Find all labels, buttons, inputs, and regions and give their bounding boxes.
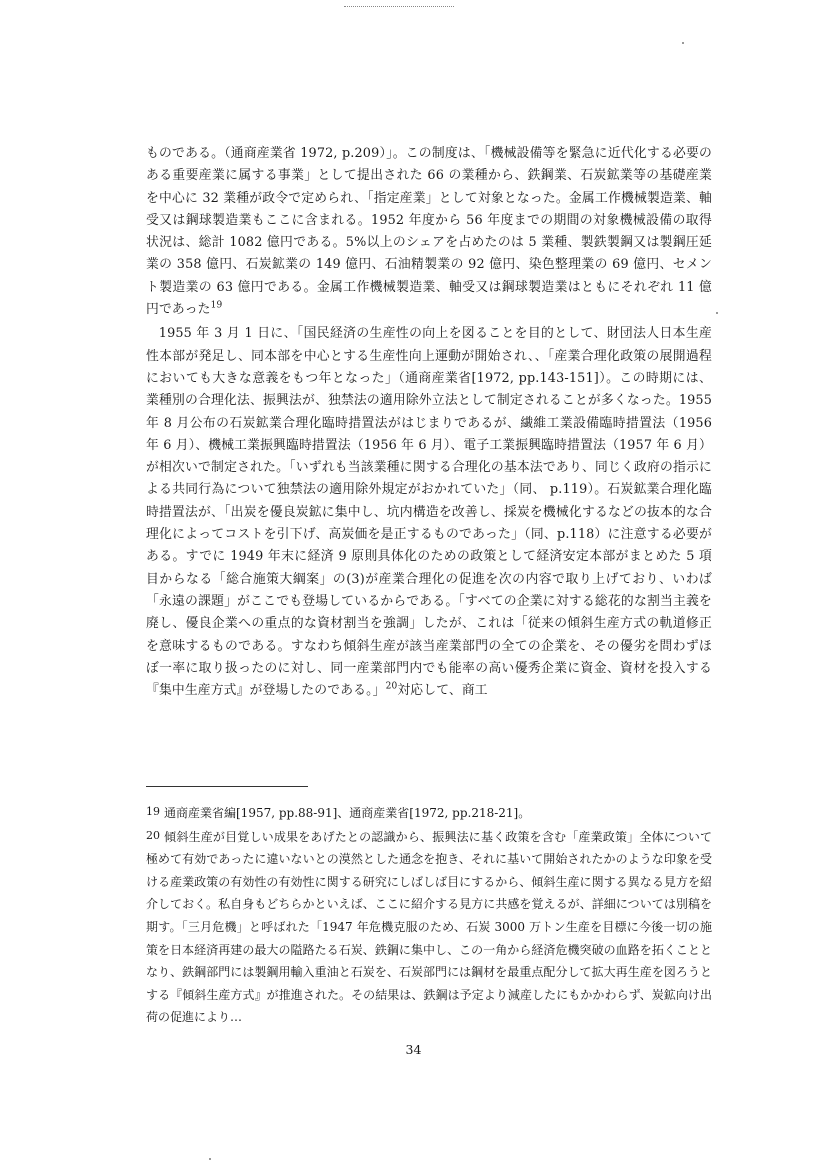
footnote-19: 19 通商産業省編[1957, pp.88-91]、通商産業省[1972, pp.218-21]。 [146,805,531,820]
scan-speck [716,312,718,314]
paragraph-2: 1955 年 3 月 1 日に、「国民経済の生産性の向上を図ることを目的として、財団法人日本生産性本部が発足し、同本部を中心とする生産性向上運動が開始され、、「産業合理化政策の展開過程においても大きな意義をもつ年となった」（通商産業省[1972, pp.143-151]）。この時期には、業種別の合理化法、振興法が、独禁法の適用除外立法として制定されることが多くなった。1955 年 8 月公布の石炭鉱業合理化臨時措置法がはじまりであるが、繊維工業設備臨時措置法（1956 年 6 月）、機械工業振興臨時措置法（1956 年 6 月）、電子工業振興臨時措置法（1957 年 6 月）が相次いで制定された。「いずれも当該業種に関する合理化の基本法であり、同じく政府の指示による共同行為について独禁法の適用除外規定がおかれていた」（同、 p.119）。石炭鉱業合理化臨時措置法が、「出炭を優良炭鉱に集中し、坑内構造を改善し、採炭を機械化するなどの抜本的な合理化によってコストを引下げ、高炭価を是正するものであった」（同、p.118）に注意する必要がある。すでに 1949 年末に経済 9 原則具体化のための政策として経済安定本部がまとめた 5 項目からなる「総合施策大綱案」の(3)が産業合理化の促進を次の内容で取り上げており、いわば「永遠の課題」がここでも登場しているからである。「すべての企業に対する総花的な割当主義を廃し、優良企業への重点的な資材割当を強調」したが、これは「従来の傾斜生産方式の軌道修正を意味するものである。すなわち傾斜生産が該当産業部門の全ての企業を、その優劣を問わずほぼ一率に取り扱ったのに対し、同一産業部門内でも能率の高い優秀企業に資金、資材を投入する『集中生産方式』が登場したのである。」$^{20}$対応して、商工 [146,326,712,699]
main-text [146,143,712,702]
footnote-ref-19[interactable]: 19 [210,300,223,311]
page-number: 34 [405,1042,422,1057]
scan-speck [209,1158,211,1160]
scan-artifact [344,6,454,10]
paragraph-1: ものである。（通商産業省 1972, p.209）」。この制度は、「機械設備等を緊急に近代化する必要のある重要産業に属する事業」として提出された 66 の業種から、鉄鋼業、石炭鉱業等の基礎産業を中心に 32 業種が政令で定められ、「指定産業」として対象となった。金属工作機械製造業、軸受又は鋼球製造業もここに含まれる。1952 年度から 56 年度までの期間の対象機械設備の取得状況は、総計 1082 億円である。5%以上のシェアを占めたのは 5 業種、製鉄製鋼又は製鋼圧延業の 358 億円、石炭鉱業の 149 億円、石油精製業の 92 億円、染色整理業の 69 億円、セメント製造業の 63 億円である。金属工作機械製造業、軸受又は鋼球製造業はともにそれぞれ 11 億円であった$^{19}$ [146,146,712,318]
footnote-ref-20[interactable]: 20 [385,681,398,692]
scan-speck [682,42,684,44]
footnotes [146,801,712,1029]
footnote-separator [146,786,308,787]
footnote-20: 20 傾斜生産が目覚しい成果をあげたとの認識から、振興法に基く政策を含む「産業政策」全体について極めて有効であったに違いないとの漠然とした通念を抱き、それに基いて開始されたかのような印象を受ける産業政策の有効性の有効性に関する研究にしばしば目にするから、傾斜生産に関する異なる見方を紹介しておく。私自身もどちらかといえば、ここに紹介する見方に共感を覚えるが、詳細については別稿を期す。「三月危機」と呼ばれた「1947 年危機克服のため、石炭 3000 万トン生産を目標に今後一切の施策を日本経済再建の最大の隘路たる石炭、鉄鋼に集中し、この一角から経済危機突破の血路を拓くこととなり、鉄鋼部門には製鋼用輸入重油と石炭を、石炭部門には鋼材を最重点配分して拡大再生産を図ろうとする『傾斜生産方式』が推進された。その結果は、鉄鋼は予定より減産したにもかかわらず、炭鉱向け出荷の促進により… [146,828,712,1025]
